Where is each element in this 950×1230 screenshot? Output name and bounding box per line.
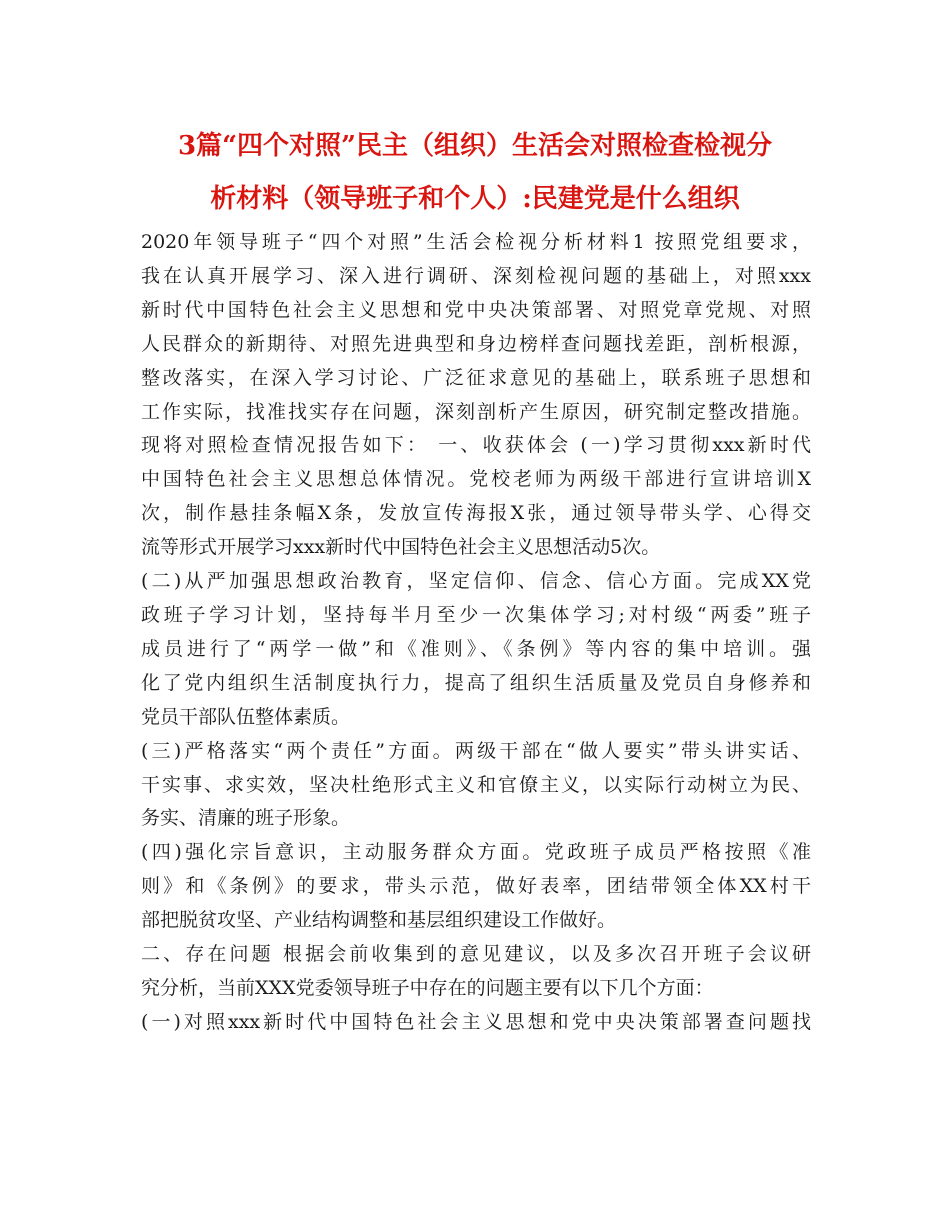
paragraph-line: 成员进行了“两学一做”和《准则》、《条例》等内容的集中培训。强 bbox=[141, 637, 811, 660]
paragraph-line: 我在认真开展学习、深入进行调研、深刻检视问题的基础上，对照xxx bbox=[141, 264, 811, 287]
paragraph-line: 务实、清廉的班子形象。 bbox=[141, 807, 351, 830]
paragraph-line: 新时代中国特色社会主义思想和党中央决策部署、对照党章党规、对照 bbox=[141, 298, 811, 321]
title-line: 3篇“四个对照”民主（组织）生活会对照检查检视分 bbox=[177, 131, 772, 161]
paragraph-line: (二)从严加强思想政治教育，坚定信仰、信念、信心方面。完成XX党 bbox=[141, 570, 811, 593]
paragraph-line: 流等形式开展学习xxx新时代中国特色社会主义思想活动5次。 bbox=[141, 536, 661, 559]
paragraph-line: 政班子学习计划，坚持每半月至少一次集体学习;对村级“两委”班子 bbox=[141, 603, 811, 626]
paragraph-line: 次，制作悬挂条幅X条，发放宣传海报X张，通过领导带头学、心得交 bbox=[141, 502, 811, 525]
paragraph-line: 工作实际，找准找实存在问题，深刻剖析产生原因，研究制定整改措施。 bbox=[141, 400, 811, 423]
paragraph-line: 部把脱贫攻坚、产业结构调整和基层组织建设工作做好。 bbox=[141, 909, 617, 932]
paragraph-line: (三)严格落实“两个责任”方面。两级干部在“做人要实”带头讲实话、 bbox=[141, 739, 811, 762]
paragraph-line: 2020年领导班子“四个对照”生活会检视分析材料1 按照党组要求， bbox=[141, 231, 811, 253]
paragraph-line: 现将对照检查情况报告如下： 一、收获体会 (一)学习贯彻xxx新时代 bbox=[141, 434, 811, 457]
paragraph-line: (一)对照xxx新时代中国特色社会主义思想和党中央决策部署查问题找 bbox=[141, 1010, 811, 1033]
paragraph-line: 化了党内组织生活制度执行力，提高了组织生活质量及党员自身修养和 bbox=[141, 671, 811, 694]
paragraph-line: 中国特色社会主义思想总体情况。党校老师为两级干部进行宣讲培训X bbox=[141, 468, 811, 491]
paragraph-line: 干实事、求实效，坚决杜绝形式主义和官僚主义，以实际行动树立为民、 bbox=[141, 773, 811, 796]
document-title bbox=[100, 120, 850, 226]
paragraph-line: 二、存在问题 根据会前收集到的意见建议，以及多次召开班子会议研 bbox=[141, 943, 811, 966]
paragraph-line: 究分析，当前XXX党委领导班子中存在的问题主要有以下几个方面： bbox=[141, 976, 714, 999]
paragraph-line: 则》和《条例》的要求，带头示范，做好表率，团结带领全体XX村干 bbox=[141, 875, 811, 898]
paragraph-line: 党员干部队伍整体素质。 bbox=[141, 705, 351, 728]
document-body bbox=[141, 226, 811, 1040]
paragraph-line: 整改落实，在深入学习讨论、广泛征求意见的基础上，联系班子思想和 bbox=[141, 366, 811, 389]
paragraph-line: (四)强化宗旨意识，主动服务群众方面。党政班子成员严格按照《准 bbox=[141, 841, 811, 864]
title-line: 析材料（领导班子和个人）:民建党是什么组织 bbox=[210, 184, 740, 214]
paragraph-line: 人民群众的新期待、对照先进典型和身边榜样查问题找差距，剖析根源， bbox=[141, 332, 811, 355]
